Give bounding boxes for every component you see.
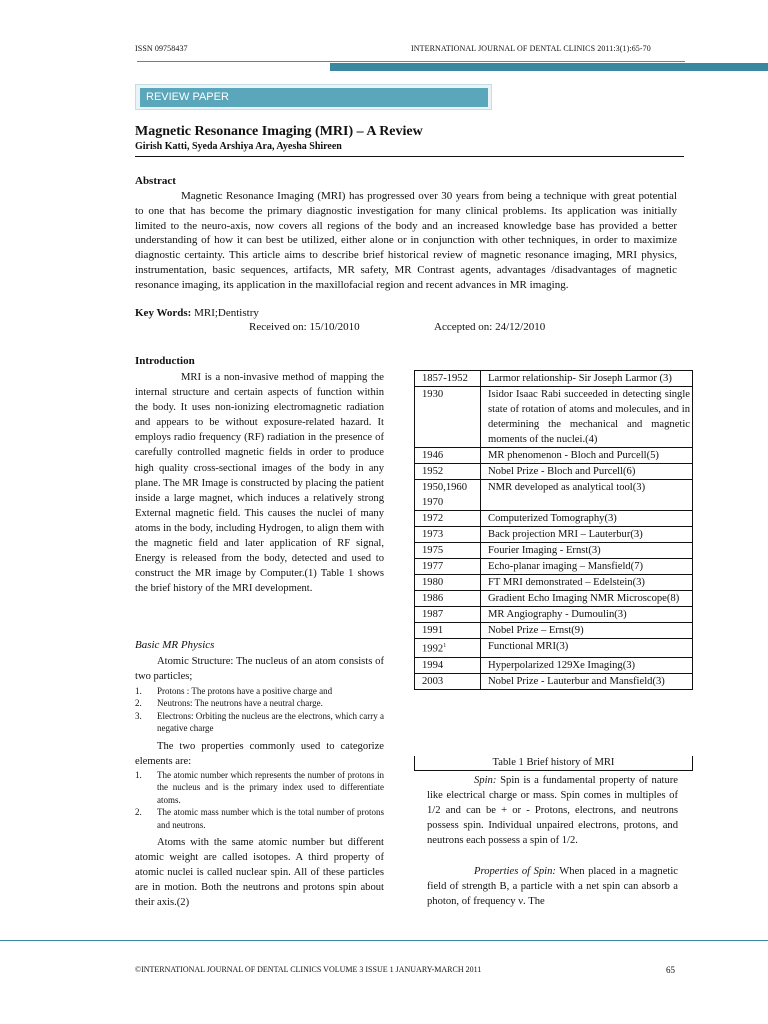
particle-list: [135, 685, 384, 735]
table-row: 1980 FT MRI demonstrated – Edelstein(3): [415, 575, 693, 591]
basic-physics-heading: Basic MR Physics: [135, 639, 215, 651]
list-item: 2. The atomic mass number which is the total number of protons and neutrons.: [135, 807, 384, 830]
keywords-label: Key Words:: [135, 307, 192, 319]
received-date: Received on: 15/10/2010: [249, 321, 360, 333]
table-row: 1977 Echo-planar imaging – Mansfield(7): [415, 559, 693, 575]
property-list: [135, 769, 384, 831]
atomic-structure: Atomic Structure: The nucleus of an atom consists of two particles;: [135, 656, 384, 683]
accepted-date: Accepted on: 24/12/2010: [434, 321, 546, 333]
list-item: 1. The atomic number which represents the number of protons in the nucleus and is the primary index used to differentiate atoms.: [135, 770, 384, 805]
keywords-value: MRI;Dentistry: [191, 307, 259, 319]
table-row: 1975 Fourier Imaging - Ernst(3): [415, 543, 693, 559]
table-row: 1857-1952 Larmor relationship- Sir Joseph Larmor (3): [415, 371, 693, 387]
table-row: 1973 Back projection MRI – Lauterbur(3): [415, 527, 693, 543]
table-row: 1946 MR phenomenon - Bloch and Purcell(5): [415, 448, 693, 464]
list-item: 2. Neutrons: The neutrons have a neutral charge.: [135, 698, 323, 709]
isotopes-paragraph: Atoms with the same atomic number but different atomic weight are called isotopes. A third property of atomic nuclei is called nuclear spin. All of these particles are in motion. Both the neutrons and protons spin about their axis.(2): [135, 837, 384, 909]
table-row: 1986 Gradient Echo Imaging NMR Microscope(8): [415, 591, 693, 607]
abstract-heading: Abstract: [135, 175, 176, 187]
review-paper-badge: REVIEW PAPER: [140, 88, 488, 107]
properties-intro: The two properties commonly used to categorize elements are:: [135, 741, 384, 768]
table-row: 1991 Nobel Prize – Ernst(9): [415, 623, 693, 639]
abstract-text: Magnetic Resonance Imaging (MRI) has progressed over 30 years from being a technique with great potential to one that has become the primary diagnostic investigation for many clinical problems. Its application was initially limited to the neuro-axis, now covers all regions of the body and an increased knowledge base has provided a better understanding of how it can best be utilized, either alone or in conjunction with other techniques, in order to maximize diagnostic certainty. This article aims to describe brief historical review of magnetic resonance imaging, MRI physics, instrumentation, basic sequences, artifacts, MR safety, MR Contrast agents, advantages /disadvantages of magnetic resonance imaging, its application in the maxillofacial region and recent advances in MR imaging.: [135, 190, 677, 291]
table-row: 1994 Hyperpolarized 129Xe Imaging(3): [415, 657, 693, 673]
title-rule: [135, 156, 684, 157]
keywords: [135, 307, 259, 319]
list-item: 3. Electrons: Orbiting the nucleus are the electrons, which carry a negative charge: [135, 710, 384, 734]
authors: Girish Katti, Syeda Arshiya Ara, Ayesha Shireen: [135, 141, 342, 152]
spin-properties-paragraph: [427, 864, 678, 909]
footer-copyright: ©INTERNATIONAL JOURNAL OF DENTAL CLINICS VOLUME 3 ISSUE 1 JANUARY-MARCH 2011: [135, 965, 482, 974]
issn: ISSN 09758437: [135, 44, 188, 53]
journal-header: INTERNATIONAL JOURNAL OF DENTAL CLINICS 2011:3(1):65-70: [411, 44, 651, 53]
spin-label: Spin:: [474, 775, 497, 786]
table-row: 2003 Nobel Prize - Lauterbur and Mansfield(3): [415, 673, 693, 689]
page-number: 65: [666, 965, 675, 975]
table-row: 1987 MR Angiography - Dumoulin(3): [415, 607, 693, 623]
spin-paragraph: [427, 773, 678, 848]
spin-properties-label: Properties of Spin:: [474, 866, 556, 877]
paper-title: Magnetic Resonance Imaging (MRI) – A Review: [135, 124, 423, 139]
list-item: 1. Protons : The protons have a positive charge and: [135, 686, 333, 696]
table-row: 1952 Nobel Prize - Bloch and Purcell(6): [415, 464, 693, 480]
table-row: 1930 Isidor Isaac Rabi succeeded in detecting single state of rotation of atoms and molecules, and in determining the mechanical and magnetic moments of the nuclei.(4): [415, 387, 693, 448]
spin-properties-text: When placed in a magnetic field of strength B, a particle with a net spin can absorb a photon, of frequency ν. The: [427, 866, 678, 908]
table-caption: Table 1 Brief history of MRI: [414, 756, 693, 771]
table-row: 1972 Computerized Tomography(3): [415, 511, 693, 527]
header-bar: [330, 63, 768, 71]
table-row: 1950,1960 1970 NMR developed as analytical tool(3): [415, 480, 693, 511]
footnote-mark: 1: [443, 643, 447, 649]
spin-text: Spin is a fundamental property of nature like electrical charge or mass. Spin comes in multiples of 1/2 and can be + or - Protons, electrons, and neutrons possess spin. Individual unpaired electrons, protons, and neutrons each possess a spin of 1/2.: [427, 775, 678, 847]
table-row: 1992$^1$ Functional MRI(3): [415, 639, 693, 658]
intro-heading: Introduction: [135, 355, 195, 367]
history-table: [414, 370, 693, 690]
intro-paragraph: MRI is a non-invasive method of mapping the internal structure and certain aspects of function within the body. It uses non-ionizing electromagnetic radiation and appears to be without exposure-related hazard. It employs radio frequency (RF) radiation in the presence of carefully controlled magnetic fields in order to produce high quality cross-sectional images of the body in any plane. The MR Image is constructed by placing the patient inside a large magnet, which induces a relatively strong External magnetic field. This causes the nuclei of many atoms in the body, including Hydrogen, to align them with the magnetic field and later application of RF signal, Energy is released from the body, detected and used to construct the MR image by Computer.(1) Table 1 shows the brief history of the MRI development.: [135, 372, 384, 595]
header-rule: [137, 61, 685, 62]
footer-rule: [0, 940, 768, 941]
